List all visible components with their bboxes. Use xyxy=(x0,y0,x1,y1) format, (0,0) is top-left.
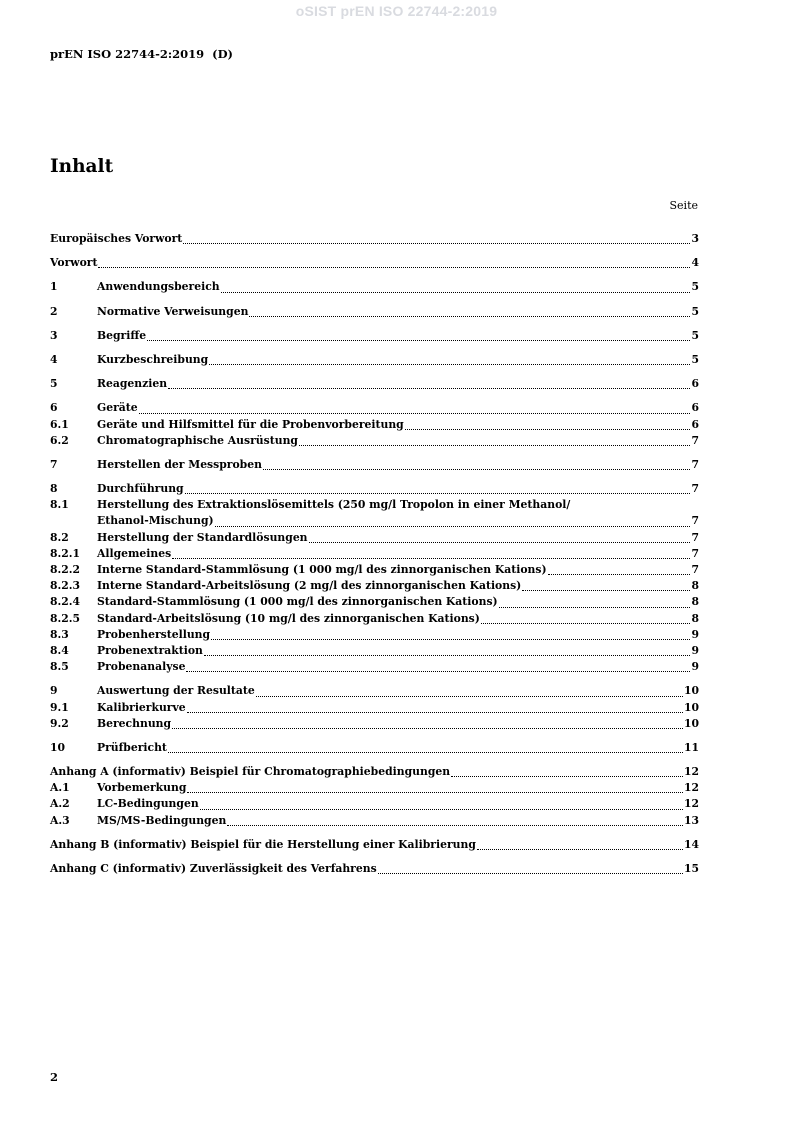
toc-group xyxy=(50,861,699,877)
toc-entry-number: 8.2.1 xyxy=(50,546,81,560)
toc-group xyxy=(50,304,699,320)
toc-group xyxy=(50,255,699,271)
toc-dot-leader xyxy=(211,638,690,640)
toc-dot-leader xyxy=(185,492,691,494)
toc-entry-number: 3 xyxy=(50,328,58,342)
toc-entry-title: MS/MS-Bedingungen xyxy=(97,813,227,827)
toc-entry-title: Geräte und Hilfsmittel für die Probenvorbereitung xyxy=(97,417,404,431)
toc-entry-number: 8.2 xyxy=(50,530,69,544)
toc-dot-leader xyxy=(299,444,691,446)
toc-entry-title: Anhang A (informativ) Beispiel für Chromatographiebedingungen xyxy=(50,765,451,779)
toc-entry[interactable] xyxy=(50,530,699,546)
toc-entry[interactable] xyxy=(50,643,699,659)
toc-dot-leader xyxy=(309,541,691,543)
toc-entry-page: 6 xyxy=(691,417,699,431)
toc-entry-number: 6.1 xyxy=(50,417,69,431)
toc-dot-leader xyxy=(209,363,690,365)
toc-entry-title: Allgemeines xyxy=(97,546,172,560)
toc-group xyxy=(50,352,699,368)
toc-entry[interactable] xyxy=(50,594,699,610)
toc-dot-leader xyxy=(147,339,690,341)
toc-dot-leader xyxy=(378,872,683,874)
toc-dot-leader xyxy=(548,573,691,575)
page-column-label: Seite xyxy=(669,199,698,212)
toc-entry-page: 4 xyxy=(691,256,699,270)
toc-group xyxy=(50,740,699,756)
toc-entry-title: Ethanol-Mischung) xyxy=(97,514,214,528)
toc-entry[interactable] xyxy=(50,328,699,344)
toc-entry-page: 6 xyxy=(691,377,699,391)
toc-entry[interactable] xyxy=(50,562,699,578)
toc-dot-leader xyxy=(168,751,683,753)
toc-entry-number: A.3 xyxy=(50,813,70,827)
toc-dot-leader xyxy=(481,622,691,624)
toc-entry-page: 7 xyxy=(691,457,699,471)
toc-entry-title: Anwendungsbereich xyxy=(97,280,220,294)
toc-entry[interactable] xyxy=(50,716,699,732)
toc-dot-leader xyxy=(221,291,691,293)
toc-entry-page: 7 xyxy=(691,433,699,447)
toc-entry-number: A.1 xyxy=(50,781,70,795)
toc-entry-number: 9 xyxy=(50,684,58,698)
toc-entry[interactable] xyxy=(50,279,699,295)
toc-entry-number: 8.5 xyxy=(50,660,69,674)
toc-entry-page: 7 xyxy=(691,514,699,528)
toc-dot-leader xyxy=(263,468,691,470)
toc-entry-page: 13 xyxy=(683,813,699,827)
toc-entry-number: 5 xyxy=(50,377,58,391)
toc-entry[interactable] xyxy=(50,861,699,877)
toc-group xyxy=(50,683,699,732)
toc-entry[interactable] xyxy=(50,376,699,392)
toc-entry-title: Geräte xyxy=(97,401,138,415)
toc-entry[interactable] xyxy=(50,796,699,812)
toc-group xyxy=(50,376,699,392)
toc-dot-leader xyxy=(186,670,690,672)
toc-entry-title: Probenextraktion xyxy=(97,643,203,657)
toc-entry[interactable] xyxy=(50,255,699,271)
watermark-text: oSIST prEN ISO 22744-2:2019 xyxy=(295,3,498,19)
toc-dot-leader xyxy=(139,412,691,414)
toc-dot-leader xyxy=(215,525,691,527)
toc-group xyxy=(50,279,699,295)
toc-dot-leader xyxy=(227,824,683,826)
toc-entry-title: Anhang B (informativ) Beispiel für die Herstellung einer Kalibrierung xyxy=(50,837,476,851)
toc-dot-leader xyxy=(172,557,690,559)
toc-entry-page: 14 xyxy=(683,837,699,851)
toc-entry-title: Standard-Arbeitslösung (10 mg/l des zinnorganischen Kations) xyxy=(97,611,480,625)
toc-entry-number: 8 xyxy=(50,482,58,496)
toc-entry-title: Anhang C (informativ) Zuverlässigkeit des Verfahrens xyxy=(50,862,377,875)
toc-group xyxy=(50,764,699,829)
toc-entry-number: 4 xyxy=(50,352,58,366)
toc-entry[interactable] xyxy=(50,837,699,853)
toc-entry[interactable] xyxy=(50,400,699,416)
toc-entry[interactable] xyxy=(50,700,699,716)
toc-entry[interactable] xyxy=(50,513,699,529)
toc-entry[interactable] xyxy=(50,780,699,796)
toc-group xyxy=(50,400,699,449)
page-title: Inhalt xyxy=(50,156,114,177)
toc-entry-title: Herstellung der Standardlösungen xyxy=(97,530,308,544)
toc-entry-title: Kurzbeschreibung xyxy=(97,352,209,366)
toc-dot-leader xyxy=(249,315,690,317)
toc-entry-title: Durchführung xyxy=(97,482,184,496)
toc-dot-leader xyxy=(187,711,683,713)
toc-entry-page: 8 xyxy=(691,595,699,609)
toc-entry-title: Reagenzien xyxy=(97,377,168,391)
toc-entry-page: 7 xyxy=(691,546,699,560)
toc-entry-number: 9.2 xyxy=(50,716,69,730)
toc-entry-page: 5 xyxy=(691,328,699,342)
toc-dot-leader xyxy=(187,791,683,793)
table-of-contents xyxy=(50,231,699,885)
toc-entry-title: Kalibrierkurve xyxy=(97,700,186,714)
toc-entry-page: 7 xyxy=(691,563,699,576)
toc-entry[interactable] xyxy=(50,627,699,643)
toc-group xyxy=(50,481,699,675)
toc-entry[interactable] xyxy=(50,546,699,562)
toc-entry-number: 2 xyxy=(50,304,58,318)
toc-dot-leader xyxy=(451,775,683,777)
toc-entry-page: 6 xyxy=(691,401,699,415)
toc-entry-title: Chromatographische Ausrüstung xyxy=(97,433,298,447)
toc-entry[interactable] xyxy=(50,764,699,780)
toc-entry-title: Vorwort xyxy=(50,256,98,270)
toc-entry[interactable] xyxy=(50,457,699,473)
toc-dot-leader xyxy=(200,808,683,810)
toc-entry-number: 8.2.5 xyxy=(50,611,81,625)
toc-group xyxy=(50,328,699,344)
toc-entry[interactable] xyxy=(50,417,699,433)
toc-entry-number: 7 xyxy=(50,457,58,471)
toc-entry-title: Interne Standard-Arbeitslösung (2 mg/l des zinnorganischen Kations) xyxy=(97,579,522,593)
toc-dot-leader xyxy=(172,727,683,729)
toc-entry-page: 10 xyxy=(683,700,699,714)
toc-entry-title: Herstellung des Extraktionslösemittels (250 mg/l Tropolon in einer Methanol/ xyxy=(97,498,571,512)
toc-entry-page: 15 xyxy=(683,862,699,875)
toc-entry-number: 8.4 xyxy=(50,643,69,657)
toc-entry-page: 12 xyxy=(683,797,699,811)
toc-entry-number: 8.3 xyxy=(50,627,69,641)
toc-entry-number: 8.2.3 xyxy=(50,579,81,593)
toc-entry[interactable] xyxy=(50,352,699,368)
toc-entry-page: 9 xyxy=(691,627,699,641)
toc-entry-page: 12 xyxy=(683,781,699,795)
toc-entry-title: Auswertung der Resultate xyxy=(97,684,255,698)
toc-entry-page: 9 xyxy=(691,660,699,674)
toc-entry[interactable] xyxy=(50,497,699,513)
toc-entry-page: 11 xyxy=(683,740,699,754)
toc-entry-number: 9.1 xyxy=(50,700,69,714)
toc-entry-page: 8 xyxy=(691,579,699,593)
toc-group xyxy=(50,457,699,473)
toc-entry-page: 5 xyxy=(691,280,699,294)
toc-entry-title: Probenanalyse xyxy=(97,660,186,674)
toc-entry-page: 8 xyxy=(691,611,699,625)
toc-dot-leader xyxy=(499,606,691,608)
toc-entry-title: Herstellen der Messproben xyxy=(97,457,262,471)
toc-dot-leader xyxy=(405,428,691,430)
toc-entry-title: Berechnung xyxy=(97,716,172,730)
toc-entry-title: Europäisches Vorwort xyxy=(50,232,183,245)
toc-entry-number: 6.2 xyxy=(50,433,69,447)
toc-entry-page: 5 xyxy=(691,352,699,366)
toc-dot-leader xyxy=(183,242,690,244)
toc-entry[interactable] xyxy=(50,740,699,756)
page-number: 2 xyxy=(50,1070,59,1084)
toc-dot-leader xyxy=(256,695,683,697)
toc-entry-title: Normative Verweisungen xyxy=(97,304,249,318)
toc-entry-number: 8.1 xyxy=(50,498,69,512)
toc-entry-page: 12 xyxy=(683,765,699,779)
toc-dot-leader xyxy=(168,387,690,389)
toc-dot-leader xyxy=(522,589,690,591)
toc-group xyxy=(50,837,699,853)
toc-entry[interactable] xyxy=(50,578,699,594)
toc-entry-title: Begriffe xyxy=(97,328,147,342)
toc-entry[interactable] xyxy=(50,659,699,675)
toc-entry-number: 1 xyxy=(50,280,58,294)
toc-dot-leader xyxy=(204,654,691,656)
toc-entry-title: LC-Bedingungen xyxy=(97,797,199,811)
toc-entry-number: 8.2.2 xyxy=(50,563,81,576)
toc-entry-title: Probenherstellung xyxy=(97,627,211,641)
toc-entry-number: 10 xyxy=(50,740,66,754)
toc-entry-title: Standard-Stammlösung (1 000 mg/l des zinnorganischen Kations) xyxy=(97,595,498,609)
toc-entry-page: 3 xyxy=(691,232,699,245)
toc-entry-page: 5 xyxy=(691,304,699,318)
toc-group xyxy=(50,231,699,247)
toc-entry[interactable] xyxy=(50,231,699,247)
toc-entry[interactable] xyxy=(50,481,699,497)
toc-entry-page: 10 xyxy=(683,684,699,698)
toc-dot-leader xyxy=(98,266,690,268)
toc-entry[interactable] xyxy=(50,683,699,699)
toc-dot-leader xyxy=(477,848,683,850)
toc-entry[interactable] xyxy=(50,433,699,449)
toc-entry-number: 6 xyxy=(50,401,58,415)
toc-entry-page: 10 xyxy=(683,716,699,730)
toc-entry[interactable] xyxy=(50,611,699,627)
toc-entry-title: Vorbemerkung xyxy=(97,781,187,795)
toc-entry-number: A.2 xyxy=(50,797,70,811)
toc-entry-page: 9 xyxy=(691,643,699,657)
toc-entry-page: 7 xyxy=(691,482,699,496)
toc-entry-page: 7 xyxy=(691,530,699,544)
toc-entry-number: 8.2.4 xyxy=(50,595,81,609)
toc-entry[interactable] xyxy=(50,813,699,829)
document-id: prEN ISO 22744-2:2019 (D) xyxy=(50,47,233,61)
toc-entry-title: Interne Standard-Stammlösung (1 000 mg/l des zinnorganischen Kations) xyxy=(97,563,547,576)
toc-entry[interactable] xyxy=(50,304,699,320)
toc-entry-title: Prüfbericht xyxy=(97,740,167,754)
